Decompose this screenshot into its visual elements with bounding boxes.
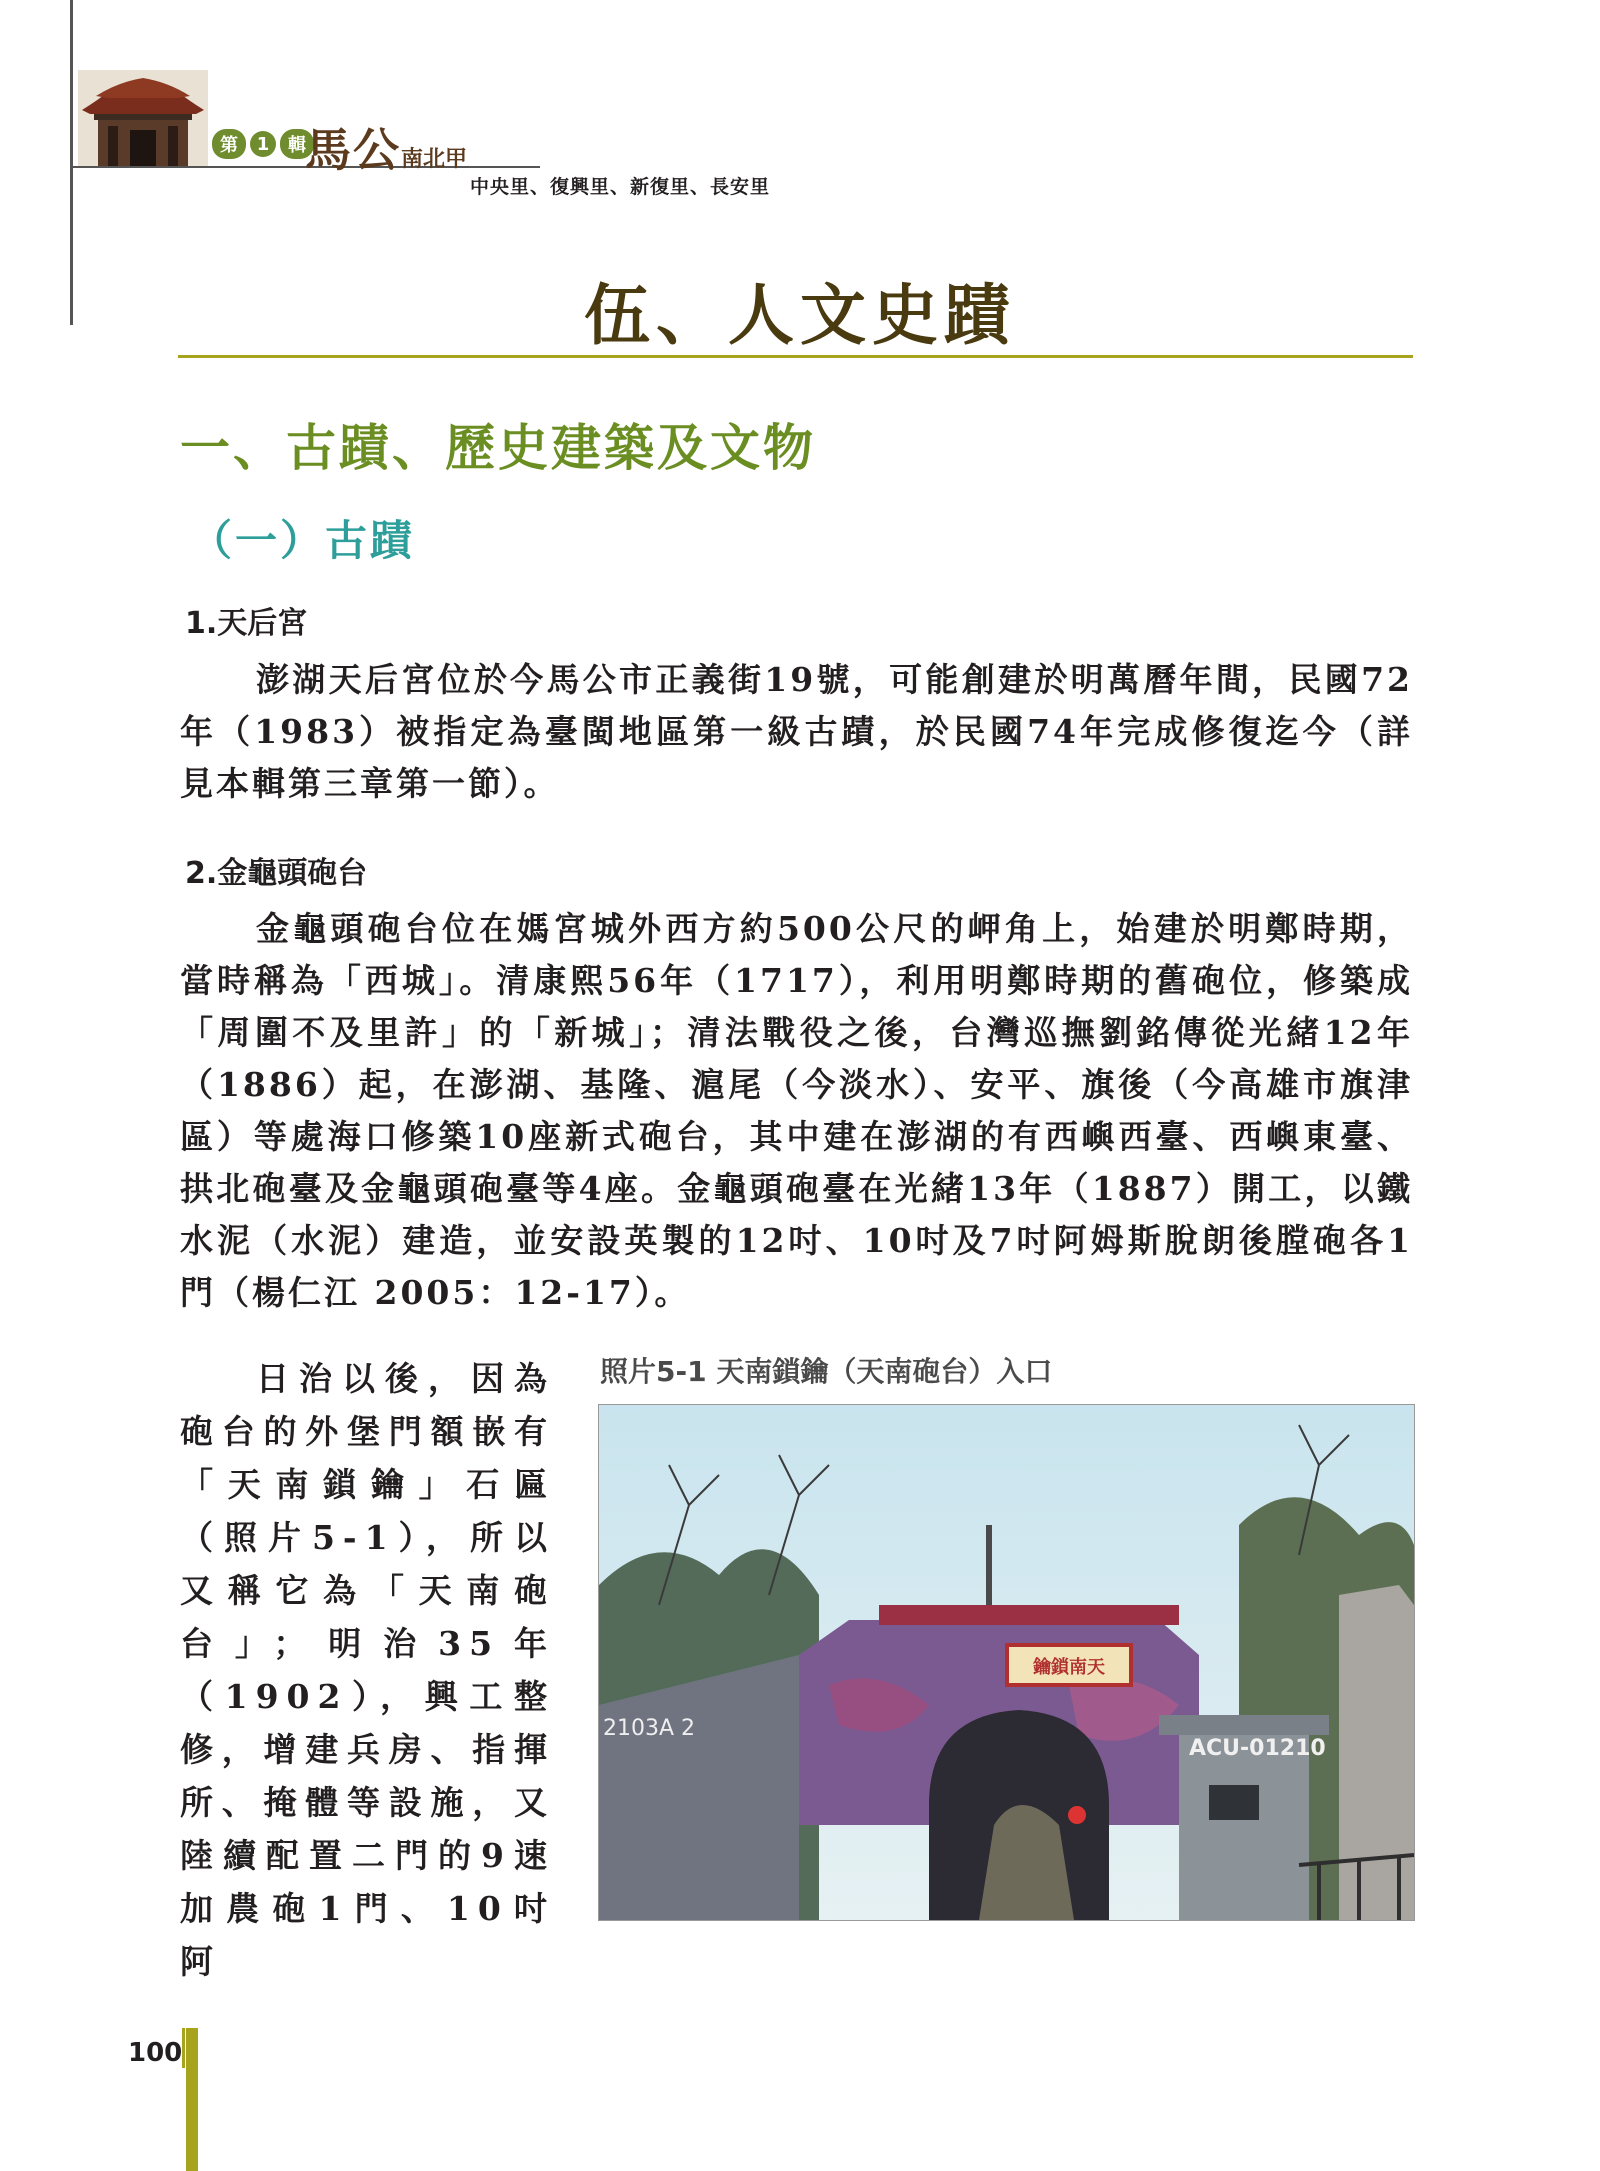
series-subtitle: 南北甲 xyxy=(401,146,468,172)
series-title xyxy=(305,114,467,180)
temple-roof-icon xyxy=(78,70,208,166)
series-title-main: 馬公 xyxy=(305,123,401,177)
chapter-label-post: 輯 xyxy=(280,129,314,159)
left-wall-marking: 2103A 2 xyxy=(603,1716,696,1741)
paragraph-tianhou-temple: 澎湖天后宮位於今馬公市正義街19號，可能創建於明萬曆年間，民國72年（1983）被指定為臺閩地區第一級古蹟，於民國74年完成修復迄今（詳見本輯第三章第一節）。 xyxy=(180,660,1413,803)
paragraph-japanese-era: 日治以後，因為砲台的外堡門額嵌有「天南鎖鑰」石匾（照片5-1），所以又稱它為「天南砲台」；明治35年（1902），興工整修，增建兵房、指揮所、掩體等設施，又陸續配置二門的9速加農砲1門、10吋阿 xyxy=(180,1359,555,1981)
fort-entrance-illustration xyxy=(599,1405,1414,1920)
chapter-number: 1 xyxy=(250,131,276,157)
photo-caption: 照片5-1 天南鎖鑰（天南砲台）入口 xyxy=(600,1355,1053,1388)
subsection-title: （一）古蹟 xyxy=(190,516,416,565)
chapter-label-pre: 第 xyxy=(212,129,246,159)
footer-rule-thin xyxy=(182,2028,185,2068)
item-title-tianhou-temple: 1.天后宮 xyxy=(185,606,308,641)
footer-rule xyxy=(186,2028,198,2171)
paragraph-jinguitou-fort: 金龜頭砲台位在媽宮城外西方約500公尺的岬角上，始建於明鄭時期，當時稱為「西城」。清康熙56年（1717），利用明鄭時期的舊砲位，修築成「周圍不及里許」的「新城」；清法戰役之後，台灣巡撫劉銘傳從光緒12年（1886）起，在澎湖、基隆、滬尾（今淡水）、安平、旗後（今高雄市旗津區）等處海口修築10座新式砲台，其中建在澎湖的有西嶼西臺、西嶼東臺、拱北砲臺及金龜頭砲臺等4座。金龜頭砲臺在光緒13年（1887）開工，以鐵水泥（水泥）建造，並安設英製的12吋、10吋及7吋阿姆斯脫朗後膛砲各1門（楊仁江 2005：12-17）。 xyxy=(180,909,1413,1312)
page-title: 伍、人文史蹟 xyxy=(584,276,1016,354)
title-rule xyxy=(178,355,1413,358)
item-title-jinguitou-fort: 2.金龜頭砲台 xyxy=(185,856,368,891)
page-number: 100 xyxy=(128,2038,183,2068)
header-villages: 中央里、復興里、新復里、長安里 xyxy=(470,176,771,198)
tiannan-plaque-text: 鑰鎖南天 xyxy=(1033,1657,1105,1678)
booth-marking: ACU-01210 xyxy=(1189,1736,1326,1761)
chapter-badge xyxy=(212,128,314,160)
section-title: 一、古蹟、歷史建築及文物 xyxy=(180,418,816,477)
photo-tiannan-fort-entrance xyxy=(598,1404,1415,1921)
